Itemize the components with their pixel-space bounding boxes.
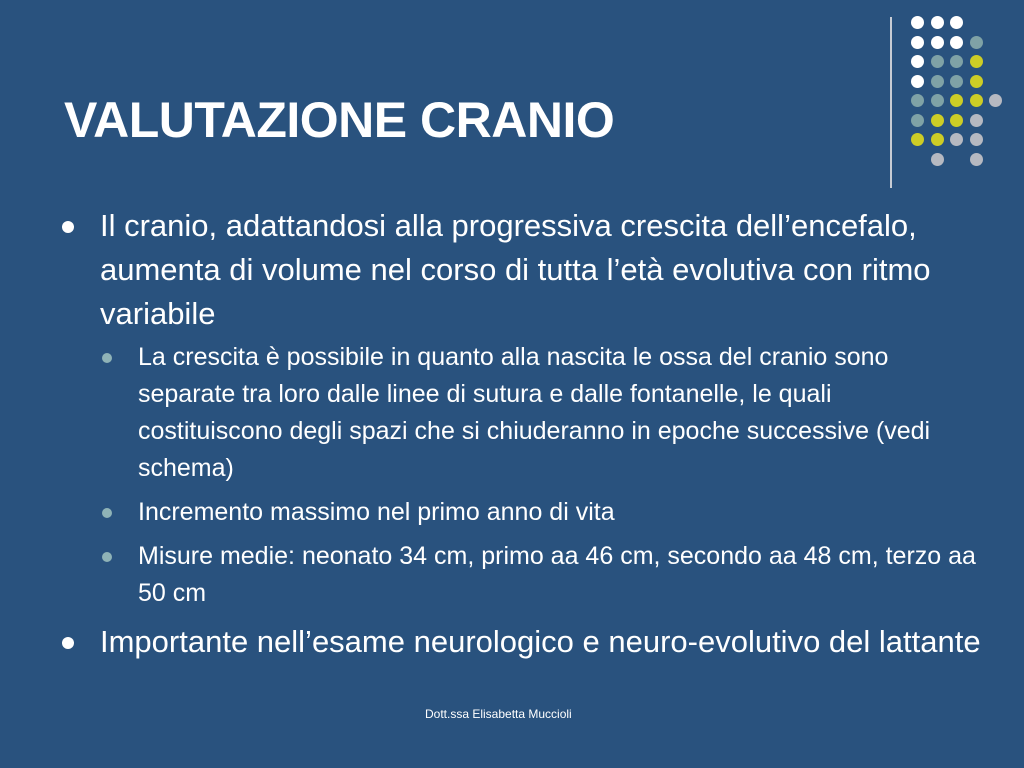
sub-bullet-icon	[102, 353, 112, 363]
decorative-dot-yellow	[950, 114, 963, 127]
bullet-text: Importante nell’esame neurologico e neuro-evolutivo del lattante	[100, 624, 981, 659]
decorative-dot-gray	[970, 153, 983, 166]
slide-title: VALUTAZIONE CRANIO	[64, 92, 615, 148]
bullet-item	[62, 204, 982, 336]
sub-bullet-text: Incremento massimo nel primo anno di vita	[138, 498, 615, 526]
decorative-dot-white	[950, 36, 963, 49]
decorative-dot-gray	[950, 133, 963, 146]
decorative-dot-white	[931, 16, 944, 29]
decorative-dot-teal	[931, 55, 944, 68]
decorative-dot-teal	[911, 94, 924, 107]
decorative-dot-teal	[950, 55, 963, 68]
sub-bullet-icon	[102, 508, 112, 518]
decorative-dot-teal	[970, 36, 983, 49]
decorative-dot-yellow	[931, 114, 944, 127]
decorative-dot-gray	[970, 133, 983, 146]
decorative-dot-white	[911, 16, 924, 29]
sub-bullet-text: Misure medie: neonato 34 cm, primo aa 46 cm, secondo aa 48 cm, terzo aa 50 cm	[138, 542, 976, 607]
decorative-dot-teal	[931, 75, 944, 88]
sub-bullet-item	[62, 494, 982, 531]
decorative-dot-teal	[931, 94, 944, 107]
decorative-dot-teal	[911, 114, 924, 127]
decorative-dot-white	[911, 36, 924, 49]
decorative-dot-yellow	[911, 133, 924, 146]
title-divider	[890, 17, 892, 188]
sub-bullet-item	[62, 538, 982, 612]
decorative-dot-white	[911, 55, 924, 68]
decorative-dot-white	[950, 16, 963, 29]
decorative-dot-yellow	[970, 75, 983, 88]
decorative-dot-yellow	[950, 94, 963, 107]
decorative-dot-gray	[970, 114, 983, 127]
decorative-dot-white	[911, 75, 924, 88]
bullet-icon	[62, 221, 74, 233]
sub-bullet-text: La crescita è possibile in quanto alla nascita le ossa del cranio sono separate tra loro dalle linee di sutura e dalle fontanelle, le quali costituiscono degli spazi che si chiuderanno in epoche successive (vedi schema)	[138, 343, 931, 482]
bullet-text: Il cranio, adattandosi alla progressiva crescita dell’encefalo, aumenta di volume nel corso di tutta l’età evolutiva con ritmo variabile	[100, 208, 931, 331]
decorative-dot-yellow	[931, 133, 944, 146]
decorative-dot-yellow	[970, 55, 983, 68]
decorative-dot-gray	[931, 153, 944, 166]
footer-author: Dott.ssa Elisabetta Muccioli	[425, 707, 572, 721]
sub-bullet-icon	[102, 552, 112, 562]
decorative-dot-yellow	[970, 94, 983, 107]
bullet-item	[62, 620, 982, 664]
decorative-dot-gray	[989, 94, 1002, 107]
sub-bullet-list	[62, 339, 982, 612]
decorative-dot-white	[931, 36, 944, 49]
bullet-icon	[62, 637, 74, 649]
decorative-dot-teal	[950, 75, 963, 88]
sub-bullet-item	[62, 339, 982, 487]
slide-content	[62, 204, 982, 664]
